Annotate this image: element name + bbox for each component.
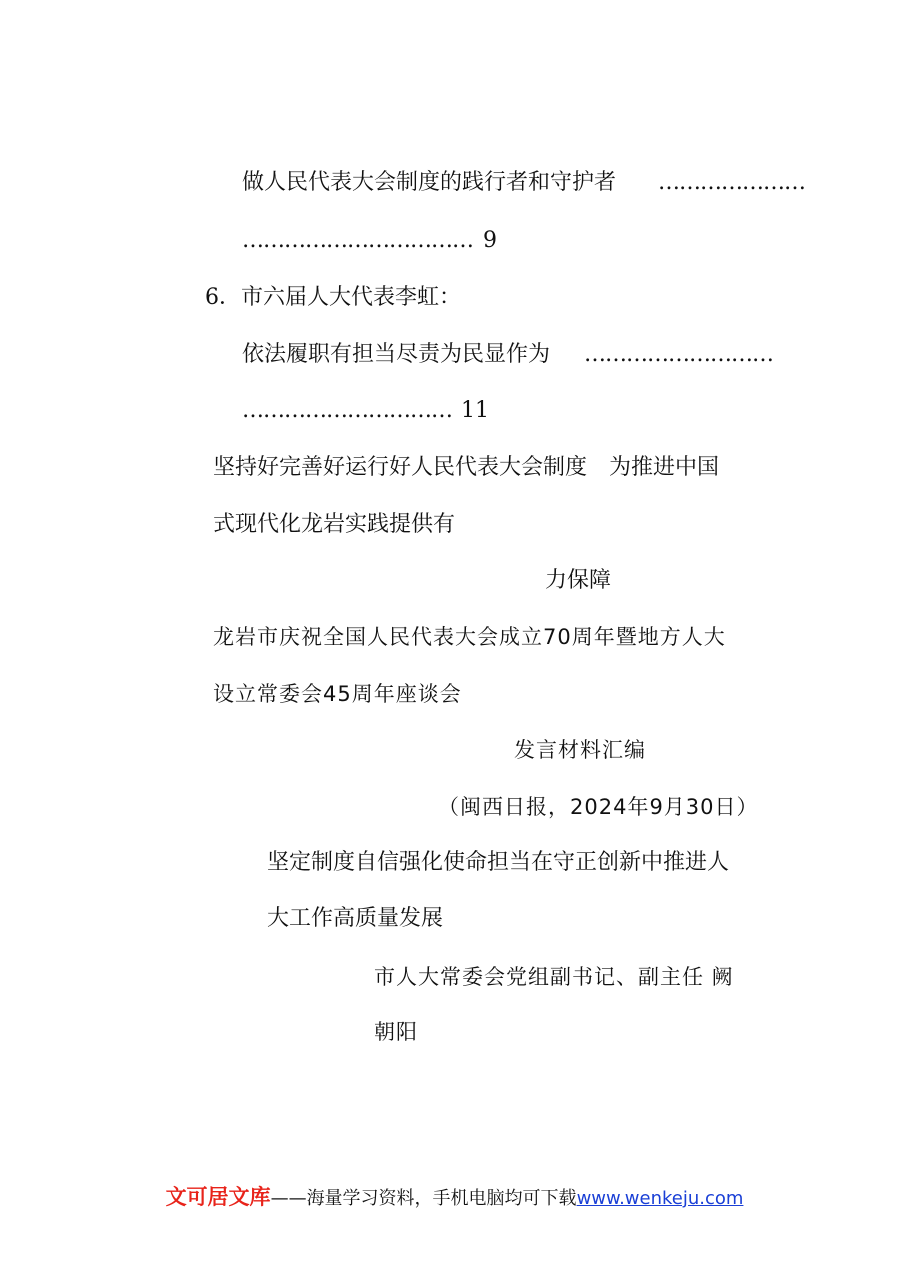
subtitle-line-3: 发言材料汇编: [514, 738, 646, 762]
speech-title-line-1: 坚定制度自信强化使命担当在守正创新中推进人: [267, 850, 730, 875]
footer-brand: 文可居文库: [165, 1185, 271, 1209]
toc-item-6-heading: 6．市六届人大代表李虹：: [205, 285, 461, 310]
footer-tagline: ——海量学习资料，手机电脑均可下载: [270, 1188, 577, 1209]
subtitle-line-2: 设立常委会45周年座谈会: [213, 682, 462, 706]
toc-item-6-leader-a: ………………………: [584, 342, 773, 367]
article-title-line-2: 式现代化龙岩实践提供有: [213, 512, 456, 537]
article-title-line-1: 坚持好完善好运行好人民代表大会制度 为推进中国: [213, 455, 720, 480]
footer-watermark: [0, 1183, 909, 1213]
toc-item-6-title: 依法履职有担当尽责为民显作为: [242, 342, 551, 367]
source-citation: （闽西日报，2024年9月30日）: [438, 795, 759, 819]
toc-item-5-page: 9: [483, 228, 497, 253]
toc-item-5-leader-b: ……………………………: [242, 228, 473, 253]
toc-item-6-leader-b: …………………………: [242, 398, 452, 423]
toc-item-6-page: 11: [461, 398, 489, 423]
subtitle-line-1: 龙岩市庆祝全国人民代表大会成立70周年暨地方人大: [213, 625, 726, 649]
toc-item-5-title: 做人民代表大会制度的践行者和守护者: [242, 170, 617, 195]
speech-title-line-2: 大工作高质量发展: [267, 906, 444, 931]
article-title-line-3: 力保障: [545, 568, 612, 593]
toc-item-5-leader-a: …………………: [658, 170, 805, 195]
footer-link[interactable]: www.wenkeju.com: [576, 1188, 744, 1209]
speaker-line-2: 朝阳: [374, 1020, 418, 1044]
speaker-line-1: 市人大常委会党组副书记、副主任 阙: [374, 965, 734, 989]
